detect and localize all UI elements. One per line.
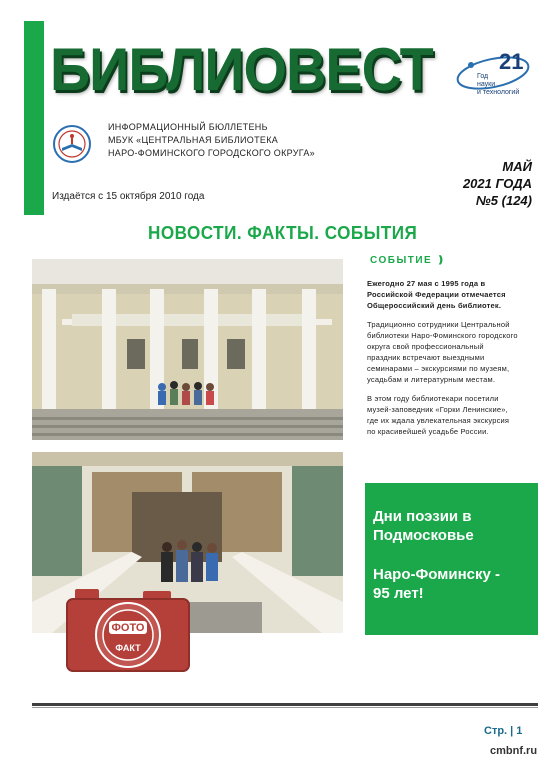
event-lead-paragraph: Ежегодно 27 мая с 1995 года в Российской Федерации отмечается Общероссийский день библиотек.: [367, 279, 506, 310]
footer-divider: [32, 703, 538, 706]
bulletin-info: [108, 121, 368, 160]
issue-month: МАЙ: [502, 159, 532, 174]
page-number: Стр. | 1: [484, 725, 523, 737]
event-label: СОБЫТИЕ ❫: [370, 255, 447, 266]
event-article: [367, 278, 519, 445]
promo-line: 95 лет!: [373, 585, 424, 602]
year-logo-number: 21: [499, 49, 524, 74]
promo-spacer: [373, 545, 538, 565]
section-heading: НОВОСТИ. ФАКТЫ. СОБЫТИЯ: [148, 223, 418, 243]
bulletin-line: МБУК «ЦЕНТРАЛЬНАЯ БИБЛИОТЕКА: [108, 135, 279, 145]
bulletin-line: ИНФОРМАЦИОННЫЙ БЮЛЛЕТЕНЬ: [108, 122, 268, 132]
promo-line: Наро-Фоминску -: [373, 566, 500, 583]
promo-line: Подмосковье: [373, 527, 474, 544]
badge-top-text: ФОТО: [111, 622, 145, 634]
green-accent-bar: [24, 21, 44, 215]
promo-box: [365, 483, 538, 635]
photo-fact-camera-icon: [65, 585, 191, 673]
badge-bottom-text: ФАКТ: [115, 643, 141, 653]
footer-divider-thin: [32, 707, 538, 708]
estate-facade-photo: [32, 259, 343, 440]
issue-number: №5 (124): [475, 193, 532, 208]
site-watermark: cmbnf.ru: [490, 745, 538, 757]
founded-date: Издаётся с 15 октября 2010 года: [52, 191, 205, 202]
event-paragraph: В этом году библиотекари посетили музей-заповедник «Горки Ленинские», где их ждала увлекательная экскурсия по красивейшей усадьбе России.: [367, 394, 510, 436]
year-of-science-logo: [455, 45, 540, 100]
year-logo-line3: и технологий: [477, 89, 520, 96]
bulletin-line: НАРО-ФОМИНСКОГО ГОРОДСКОГО ОКРУГА»: [108, 148, 315, 158]
promo-line: Дни поэзии в: [373, 508, 472, 525]
masthead-title: БИБЛИОВЕСТ: [50, 36, 433, 103]
event-paragraph: Традиционно сотрудники Центральной библиотеки Наро-Фоминского городского округа свой профессиональный праздник встречают выездными семинарами – экскурсиями по музеям, усадьбам и литературным местам.: [367, 320, 518, 384]
library-logo-icon: [52, 124, 92, 164]
year-logo-line2: науки: [477, 81, 496, 88]
year-logo-line1: Год: [477, 73, 489, 80]
issue-year: 2021 ГОДА: [462, 176, 532, 191]
issue-info: [430, 158, 532, 209]
